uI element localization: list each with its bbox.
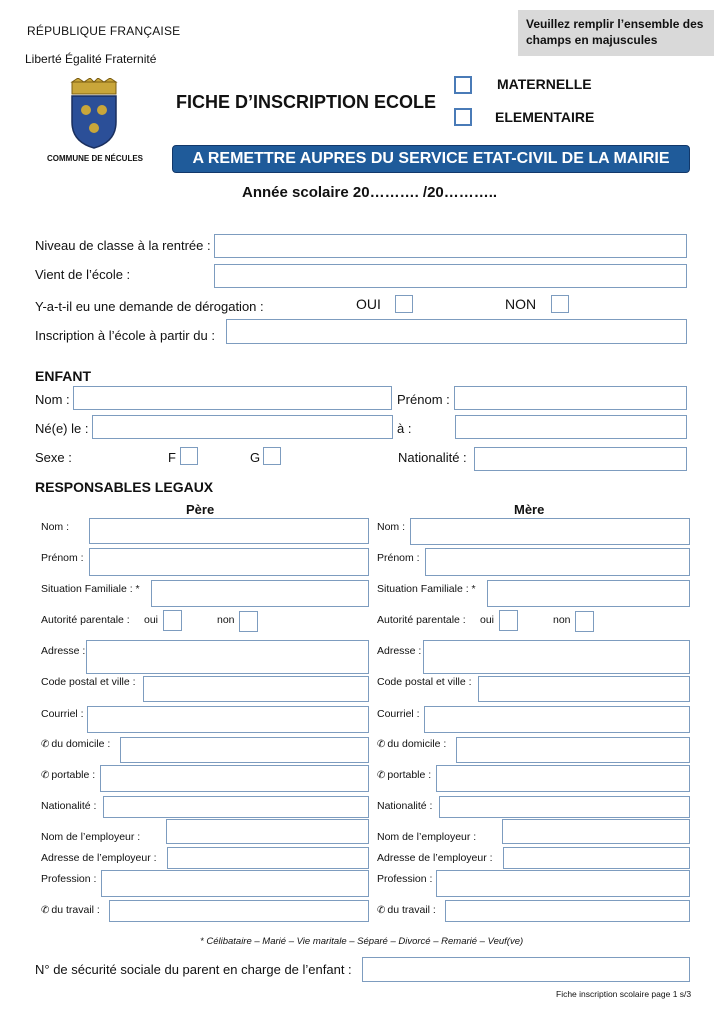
mere-domicile-field[interactable]: [456, 737, 690, 763]
maternelle-label: MATERNELLE: [497, 76, 592, 92]
notice-box: [518, 10, 714, 56]
enfant-nationalite-label: Nationalité :: [398, 450, 467, 465]
phone-icon: ✆: [41, 739, 50, 750]
mere-nom-label: Nom :: [377, 521, 406, 533]
pere-autorite-non-checkbox[interactable]: [239, 611, 258, 632]
mere-travail-field[interactable]: [445, 900, 690, 922]
sexe-g-checkbox[interactable]: [263, 447, 281, 465]
mere-heading: Mère: [514, 502, 545, 517]
pere-domicile-label: ✆ du domicile :: [41, 738, 111, 750]
enfant-ne-le-label: Né(e) le :: [35, 421, 89, 436]
mere-domicile-label: ✆ du domicile :: [377, 738, 447, 750]
mere-autorite-oui-label: oui: [480, 614, 495, 626]
vient-field[interactable]: [214, 264, 687, 288]
pere-nom-label: Nom :: [41, 521, 70, 533]
pere-adresse-field[interactable]: [86, 640, 369, 674]
pere-travail-label: ✆ du travail :: [41, 904, 100, 916]
mere-autorite-label: Autorité parentale :: [377, 614, 466, 626]
niveau-label: Niveau de classe à la rentrée :: [35, 238, 211, 253]
derogation-oui-label: OUI: [356, 296, 381, 312]
pere-adresse-employeur-field[interactable]: [167, 847, 369, 869]
inscription-field[interactable]: [226, 319, 687, 344]
sexe-f-label: F: [168, 450, 176, 465]
pere-autorite-oui-label: oui: [144, 614, 159, 626]
phone-icon: ✆: [41, 905, 50, 916]
mere-courriel-label: Courriel :: [377, 708, 420, 720]
enfant-prenom-field[interactable]: [454, 386, 687, 410]
phone-icon: ✆: [377, 739, 386, 750]
enfant-nationalite-field[interactable]: [474, 447, 687, 471]
pere-profession-field[interactable]: [101, 870, 369, 897]
banner: [172, 145, 690, 173]
form-title: FICHE D’INSCRIPTION ECOLE: [176, 92, 437, 112]
pere-adresse-label: Adresse :: [41, 645, 86, 657]
mere-employeur-field[interactable]: [502, 819, 690, 844]
mere-nationalite-field[interactable]: [439, 796, 690, 818]
mere-adresse-label: Adresse :: [377, 645, 422, 657]
mere-prenom-field[interactable]: [425, 548, 690, 576]
responsables-title: RESPONSABLES LEGAUX: [35, 479, 214, 495]
mere-profession-field[interactable]: [436, 870, 690, 897]
phone-icon: ✆: [377, 905, 386, 916]
elementaire-label: ELEMENTAIRE: [495, 109, 595, 125]
inscription-label: Inscription à l’école à partir du :: [35, 328, 215, 343]
pere-profession-label: Profession :: [41, 873, 97, 885]
pere-portable-field[interactable]: [100, 765, 369, 792]
mere-situation-field[interactable]: [487, 580, 690, 607]
sexe-f-checkbox[interactable]: [180, 447, 198, 465]
page-footer: Fiche inscription scolaire page 1 s/3: [556, 989, 692, 999]
mere-autorite-non-label: non: [553, 614, 571, 626]
pere-portable-label: ✆ portable :: [41, 769, 96, 781]
pere-situation-field[interactable]: [151, 580, 369, 607]
mere-employeur-label: Nom de l’employeur :: [377, 831, 477, 843]
mere-portable-field[interactable]: [436, 765, 690, 792]
pere-adresse-employeur-label: Adresse de l’employeur :: [41, 852, 157, 864]
checkbox-maternelle[interactable]: [454, 76, 472, 94]
mere-nationalite-label: Nationalité :: [377, 800, 433, 812]
sexe-g-label: G: [250, 450, 261, 465]
pere-autorite-oui-checkbox[interactable]: [163, 610, 182, 631]
coat-of-arms-logo: [62, 78, 126, 150]
pere-nom-field[interactable]: [89, 518, 369, 544]
footnote: * Célibataire – Marié – Vie maritale – Séparé – Divorcé – Remarié – Veuf(ve): [200, 936, 524, 947]
mere-autorite-oui-checkbox[interactable]: [499, 610, 518, 631]
pere-employeur-label: Nom de l’employeur :: [41, 831, 141, 843]
mere-autorite-non-checkbox[interactable]: [575, 611, 594, 632]
pere-code-postal-label: Code postal et ville :: [41, 676, 136, 688]
derogation-oui-checkbox[interactable]: [395, 295, 413, 313]
school-year: Année scolaire 20………. /20………..: [242, 184, 498, 201]
notice-text: Veuillez remplir l’ensemble des champs en majuscules: [526, 17, 704, 47]
enfant-sexe-label: Sexe :: [35, 450, 72, 465]
phone-icon: ✆: [377, 770, 386, 781]
checkbox-elementaire[interactable]: [454, 108, 472, 126]
pere-courriel-field[interactable]: [87, 706, 369, 733]
pere-employeur-field[interactable]: [166, 819, 369, 844]
enfant-title: ENFANT: [35, 368, 91, 384]
mere-portable-label: ✆ portable :: [377, 769, 432, 781]
pere-code-postal-field[interactable]: [143, 676, 369, 702]
mere-code-postal-label: Code postal et ville :: [377, 676, 472, 688]
pere-domicile-field[interactable]: [120, 737, 369, 763]
pere-travail-field[interactable]: [109, 900, 369, 922]
enfant-prenom-label: Prénom :: [397, 392, 450, 407]
banner-text: A REMETTRE AUPRES DU SERVICE ETAT-CIVIL DE LA MAIRIE: [192, 150, 670, 167]
commune-label: COMMUNE DE NÉCULES: [47, 154, 144, 163]
pere-autorite-label: Autorité parentale :: [41, 614, 130, 626]
enfant-lieu-label: à :: [397, 421, 412, 436]
enfant-nom-label: Nom :: [35, 392, 70, 407]
derogation-non-checkbox[interactable]: [551, 295, 569, 313]
pere-autorite-non-label: non: [217, 614, 235, 626]
mere-travail-label: ✆ du travail :: [377, 904, 436, 916]
secu-label: N° de sécurité sociale du parent en charge de l’enfant :: [35, 962, 352, 977]
motto-label: Liberté Égalité Fraternité: [25, 52, 157, 66]
derogation-non-label: NON: [505, 296, 537, 312]
mere-courriel-field[interactable]: [424, 706, 690, 733]
republic-label: RÉPUBLIQUE FRANÇAISE: [27, 24, 181, 38]
mere-situation-label: Situation Familiale : *: [377, 583, 476, 595]
mere-prenom-label: Prénom :: [377, 552, 420, 564]
phone-icon: ✆: [41, 770, 50, 781]
pere-courriel-label: Courriel :: [41, 708, 84, 720]
pere-prenom-label: Prénom :: [41, 552, 84, 564]
mere-nom-field[interactable]: [410, 518, 690, 545]
mere-adresse-field[interactable]: [423, 640, 690, 674]
pere-nationalite-label: Nationalité :: [41, 800, 97, 812]
pere-situation-label: Situation Familiale : *: [41, 583, 140, 595]
vient-label: Vient de l’école :: [35, 267, 131, 282]
pere-heading: Père: [186, 502, 215, 517]
enfant-nom-field[interactable]: [73, 386, 392, 410]
enfant-lieu-field[interactable]: [455, 415, 687, 439]
pere-nationalite-field[interactable]: [103, 796, 369, 818]
enfant-ne-le-field[interactable]: [92, 415, 393, 439]
niveau-field[interactable]: [214, 234, 687, 258]
mere-profession-label: Profession :: [377, 873, 433, 885]
derogation-label: Y-a-t-il eu une demande de dérogation :: [35, 299, 264, 314]
pere-prenom-field[interactable]: [89, 548, 369, 576]
secu-field[interactable]: [362, 957, 690, 982]
mere-code-postal-field[interactable]: [478, 676, 690, 702]
mere-adresse-employeur-label: Adresse de l’employeur :: [377, 852, 493, 864]
mere-adresse-employeur-field[interactable]: [503, 847, 690, 869]
